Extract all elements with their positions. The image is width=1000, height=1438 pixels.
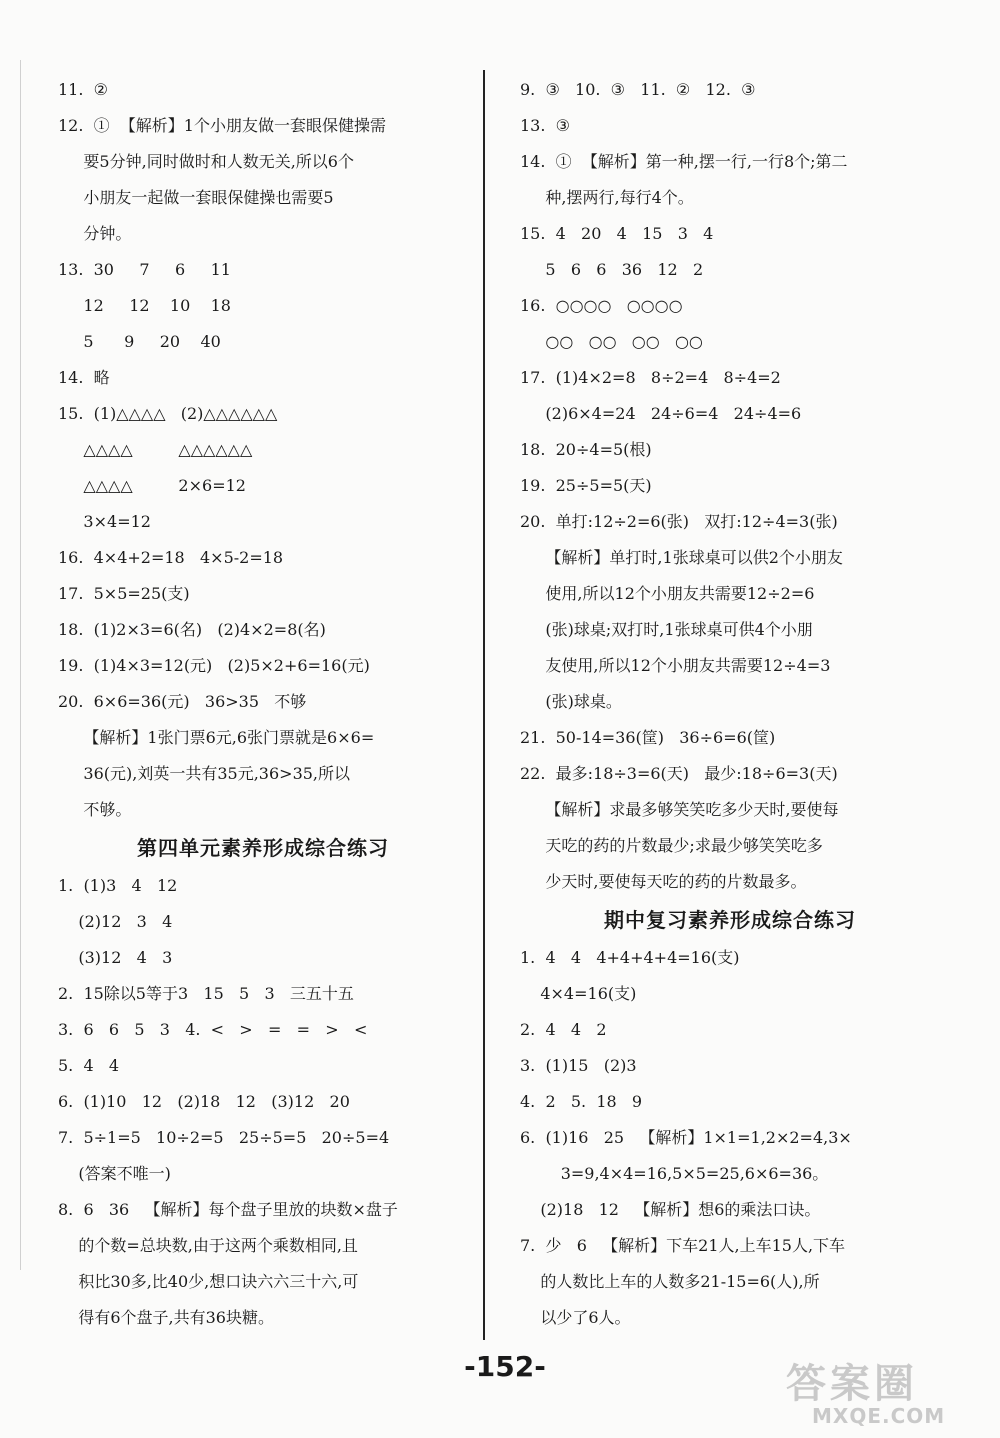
answer-line: 16. 4×4+2=18 4×5-2=18 [58,548,284,567]
column-divider [483,70,485,1340]
section-heading: 第四单元素养形成综合练习 [137,836,389,860]
answer-line: 9. ③ 10. ③ 11. ② 12. ③ [520,80,756,99]
answer-line: 要5分钟,同时做时和人数无关,所以6个 [58,152,354,171]
answer-line: 3×4=12 [58,512,151,531]
answer-line: 11. ② [58,80,108,99]
answer-line: 6. (1)10 12 (2)18 12 (3)12 20 [58,1092,350,1111]
answer-line: 5 9 20 40 [58,332,221,351]
answer-line: 少天时,要使每天吃的药的片数最多。 [520,872,807,891]
answer-line: 5. 4 4 [58,1056,120,1075]
answer-line: 4×4=16(支) [520,984,637,1003]
page-edge-line [20,60,21,1270]
answer-line: 7. 少 6 【解析】下车21人,上车15人,下车 [520,1236,846,1255]
answer-line: 15. 4 20 4 15 3 4 [520,224,714,243]
answer-line: 14. ① 【解析】第一种,摆一行,一行8个;第二 [520,152,848,171]
answer-line: 19. 25÷5=5(天) [520,476,652,495]
answer-line: 19. (1)4×3=12(元) (2)5×2+6=16(元) [58,656,370,675]
answer-line: 12. ① 【解析】1个小朋友做一套眼保健操需 [58,116,386,135]
answer-line: 1. 4 4 4+4+4+4=16(支) [520,948,740,967]
answer-line: (答案不唯一) [58,1164,171,1183]
answer-line: (2)18 12 【解析】想6的乘法口诀。 [520,1200,821,1219]
answer-line: 种,摆两行,每行4个。 [520,188,694,207]
watermark-text: 答案圈 [786,1361,918,1407]
answer-line: 2. 15除以5等于3 15 5 3 三五十五 [58,984,354,1003]
answer-line: 13. 30 7 6 11 [58,260,231,279]
answer-line: 小朋友一起做一套眼保健操也需要5 [58,188,334,207]
answer-line: 21. 50-14=36(筐) 36÷6=6(筐) [520,728,776,747]
answer-line: 得有6个盘子,共有36块糖。 [58,1308,274,1327]
answer-line: 不够。 [58,800,132,819]
answer-line: 2. 4 4 2 [520,1020,607,1039]
answer-line: (张)球桌;双打时,1张球桌可供4个小朋 [520,620,813,639]
answer-line: 17. 5×5=25(支) [58,584,190,603]
right-column [520,72,940,1336]
answer-line: 5 6 6 36 12 2 [520,260,704,279]
answer-line: 友使用,所以12个小朋友共需要12÷4=3 [520,656,831,675]
answer-line: 3. 6 6 5 3 4. < > = = > < [58,1020,368,1039]
answer-line: 18. 20÷4=5(根) [520,440,652,459]
answer-line: 18. (1)2×3=6(名) (2)4×2=8(名) [58,620,326,639]
answer-line: 20. 单打:12÷2=6(张) 双打:12÷4=3(张) [520,512,838,531]
answer-line: 的人数比上车的人数多21-15=6(人),所 [520,1272,820,1291]
answer-line: 20. 6×6=36(元) 36>35 不够 [58,692,307,711]
answer-line: 使用,所以12个小朋友共需要12÷2=6 [520,584,815,603]
answer-line: 3=9,4×4=16,5×5=25,6×6=36。 [520,1164,829,1183]
watermark-logo [772,1352,992,1432]
answer-line: △△△△ △△△△△△ [58,440,253,459]
answer-line: 【解析】单打时,1张球桌可以供2个小朋友 [520,548,843,567]
answer-line: 16. ○○○○ ○○○○ [520,296,683,315]
answer-line: 14. 略 [58,368,110,387]
answer-line: 6. (1)16 25 【解析】1×1=1,2×2=4,3× [520,1128,852,1147]
answer-line: 的个数=总块数,由于这两个乘数相同,且 [58,1236,358,1255]
answer-line: 17. (1)4×2=8 8÷2=4 8÷4=2 [520,368,781,387]
answer-line: 积比30多,比40少,想口诀六六三十六,可 [58,1272,359,1291]
answer-line: 3. (1)15 (2)3 [520,1056,637,1075]
answer-line: 天吃的药的片数最少;求最少够笑笑吃多 [520,836,823,855]
answer-line: 4. 2 5. 18 9 [520,1092,643,1111]
answer-line: 12 12 10 18 [58,296,231,315]
answer-line: 13. ③ [520,116,570,135]
page-number: -152- [464,1350,546,1383]
answer-line: 22. 最多:18÷3=6(天) 最少:18÷6=3(天) [520,764,838,783]
answer-line: (张)球桌。 [520,692,622,711]
answer-line: 【解析】1张门票6元,6张门票就是6×6= [58,728,375,747]
answer-line: (3)12 4 3 [58,948,173,967]
answer-line: ○○ ○○ ○○ ○○ [520,332,703,351]
answer-line: 36(元),刘英一共有35元,36>35,所以 [58,764,351,783]
answer-line: (2)6×4=24 24÷6=4 24÷4=6 [520,404,802,423]
left-column [58,72,468,1336]
answer-line: 7. 5÷1=5 10÷2=5 25÷5=5 20÷5=4 [58,1128,390,1147]
section-heading: 期中复习素养形成综合练习 [604,908,856,932]
answer-line: 以少了6人。 [520,1308,631,1327]
answer-line: 8. 6 36 【解析】每个盘子里放的块数×盘子 [58,1200,398,1219]
answer-line: (2)12 3 4 [58,912,173,931]
answer-line: 15. (1)△△△△ (2)△△△△△△ [58,404,278,423]
answer-line: △△△△ 2×6=12 [58,476,246,495]
watermark-url: MXQE.COM [812,1404,946,1428]
answer-line: 【解析】求最多够笑笑吃多少天时,要使每 [520,800,839,819]
answer-line: 分钟。 [58,224,132,243]
answer-line: 1. (1)3 4 12 [58,876,178,895]
